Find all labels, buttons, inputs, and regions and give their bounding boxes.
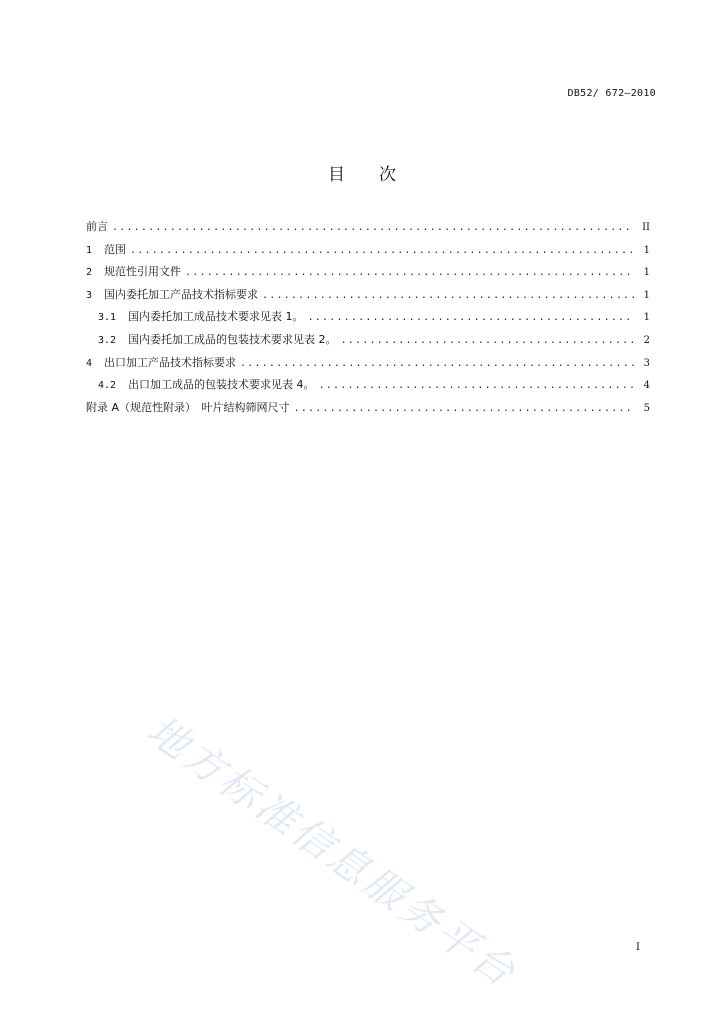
dot-leader	[262, 290, 634, 301]
toc-entry-scope[interactable]	[86, 241, 650, 264]
toc-entry-label: 出口加工成品的包装技术要求见表 4。	[128, 378, 315, 392]
toc-entry-appendix-a[interactable]	[86, 399, 650, 422]
dot-leader	[341, 335, 634, 346]
toc-entry-label: 前言	[86, 220, 108, 233]
toc-entry-number: 1	[86, 244, 93, 256]
dot-leader	[294, 403, 634, 414]
toc-entry-label: 范围	[104, 242, 127, 256]
toc-entry-page: 1	[643, 289, 650, 301]
dot-leader	[319, 380, 634, 391]
toc-entry-label: 国内委托加工成品技术要求见表 1。	[128, 310, 304, 324]
toc-entry-number: 3.1	[98, 312, 117, 324]
toc-entry-page: 1	[643, 312, 650, 324]
toc-entry-label: 规范性引用文件	[104, 265, 182, 279]
toc-entry-number: 3	[86, 289, 93, 301]
table-of-contents	[86, 218, 650, 421]
toc-entry-page: 4	[643, 380, 650, 392]
toc-entry-number: 2	[86, 267, 93, 279]
toc-entry-page: 3	[643, 357, 650, 369]
toc-entry-label: 附录 A（规范性附录） 叶片结构筛网尺寸	[86, 400, 290, 414]
toc-entry-foreword[interactable]	[86, 218, 650, 241]
toc-entry-page: 1	[643, 267, 650, 279]
toc-title	[0, 160, 724, 185]
toc-entry-number: 4.2	[98, 380, 117, 392]
toc-entry-label: 出口加工产品技术指标要求	[104, 355, 237, 369]
document-code: DB52/ 672—2010	[567, 88, 656, 99]
toc-entry-3-1[interactable]	[86, 308, 650, 331]
toc-entry-normative-references[interactable]	[86, 263, 650, 286]
toc-entry-label: 国内委托加工产品技术指标要求	[104, 287, 259, 301]
toc-title-part1: 目	[328, 165, 345, 185]
toc-entry-label: 国内委托加工成品的包装技术要求见表 2。	[128, 332, 337, 346]
dot-leader	[185, 267, 634, 278]
dot-leader	[130, 245, 634, 256]
toc-entry-number: 4	[86, 357, 93, 369]
toc-entry-page: 1	[643, 244, 650, 256]
toc-entry-3-2[interactable]	[86, 331, 650, 354]
dot-leader	[240, 358, 634, 369]
toc-entry-page: 5	[643, 402, 650, 414]
toc-title-part2: 次	[379, 165, 396, 185]
toc-entry-export-requirements[interactable]	[86, 354, 650, 377]
toc-entry-page: 2	[643, 334, 650, 346]
dot-leader	[112, 222, 634, 233]
watermark: 地方标准信息服务平台	[138, 707, 526, 998]
page-number: I	[636, 942, 640, 953]
dot-leader	[308, 312, 634, 323]
toc-entry-domestic-requirements[interactable]	[86, 286, 650, 309]
toc-entry-number: 3.2	[98, 334, 117, 346]
toc-entry-page: II	[642, 222, 650, 233]
toc-entry-4-2[interactable]	[86, 376, 650, 399]
